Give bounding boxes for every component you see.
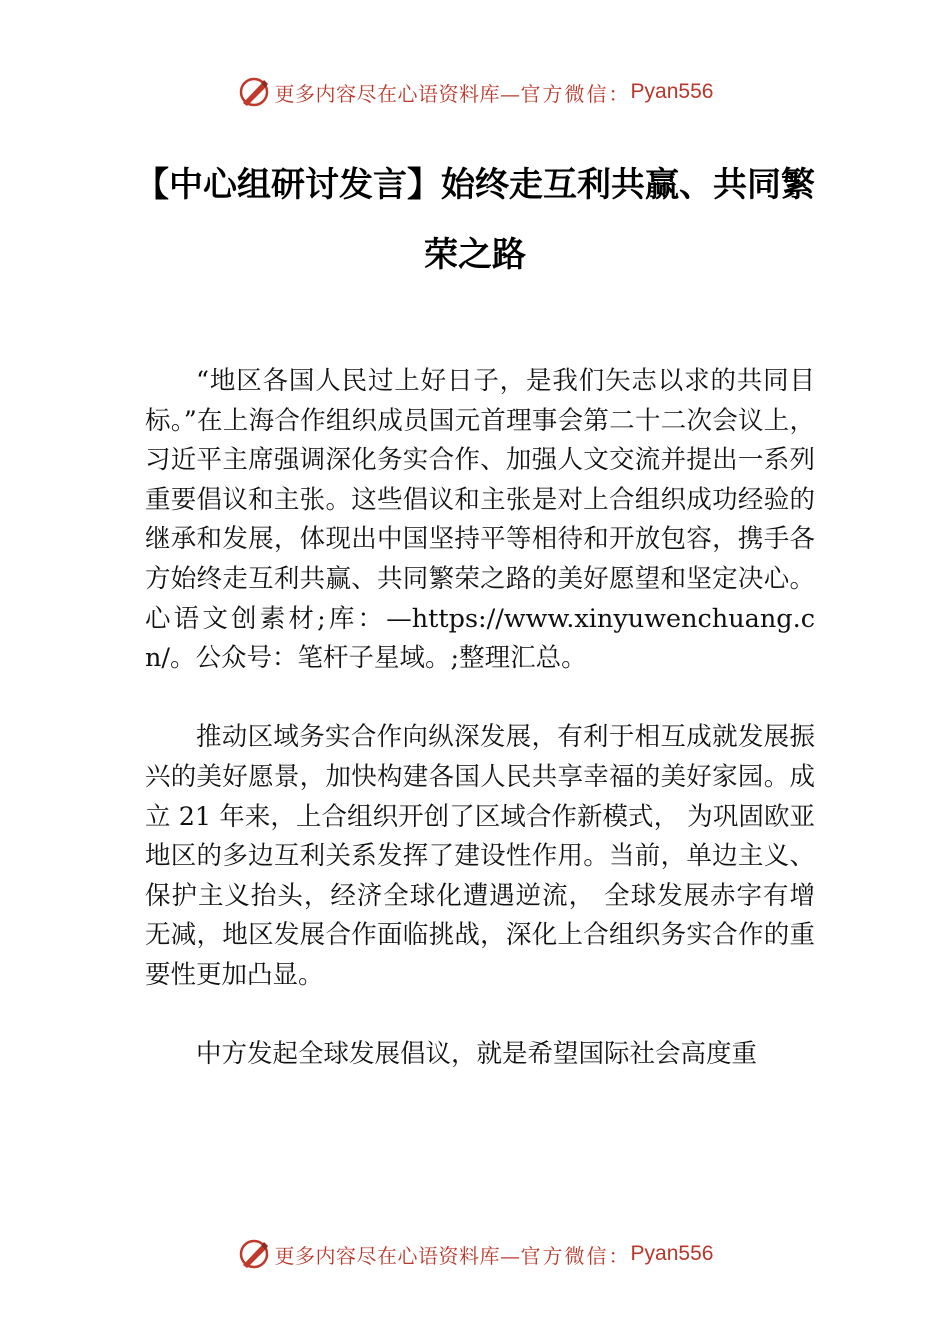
pen-logo-icon xyxy=(237,1237,271,1271)
watermark-wechat-id: Pyan556 xyxy=(630,1242,714,1265)
paragraph-3: 中方发起全球发展倡议，就是希望国际社会高度重 xyxy=(196,1039,758,1070)
paragraph-2: 推动区域务实合作向纵深发展，有利于相互成就发展振兴的美好愿景，加快构建各国人民共享幸福的美好家园。成立 21 年来，上合组织开创了区域合作新模式， 为巩固欧亚地区的多边互利关系发挥了建设性作用。当前，单边主义、保护主义抬头，经济全球化遭遇逆流， 全球发展赤字有增无减，地区发展合作面临挑战，深化上合组织务实合作的重要性更加凸显。 xyxy=(145,722,815,990)
article-body xyxy=(145,362,815,1075)
paragraph-1: “地区各国人民过上好日子，是我们矢志以求的共同目标。”在上海合作组织成员国元首理事会第二十二次会议上，习近平主席强调深化务实合作、加强人文交流并提出一系列重要倡议和主张。这些倡议和主张是对上合组织成功经验的继承和发展，体现出中国坚持平等相待和开放包容，携手各方始终走互利共赢、共同繁荣之路的美好愿望和坚定决心。心语文创素材;库：—https://www.xinyuwenchuang.cn/。公众号：笔杆子星域。;整理汇总。 xyxy=(145,366,815,674)
watermark-text: 更多内容尽在心语资料库— xyxy=(274,1243,521,1268)
footer-watermark xyxy=(0,1232,950,1276)
watermark-text: 更多内容尽在心语资料库— xyxy=(274,81,521,106)
header-watermark xyxy=(0,70,950,114)
paragraph-gap xyxy=(145,996,815,1036)
watermark-wechat-label: 官方微信： xyxy=(520,81,631,106)
pen-logo-icon xyxy=(237,75,271,109)
page-title: 【中心组研讨发言】始终走互利共赢、共同繁荣之路 xyxy=(135,165,815,275)
watermark-wechat-id: Pyan556 xyxy=(630,80,714,103)
watermark-wechat-label: 官方微信： xyxy=(520,1243,631,1268)
paragraph-gap xyxy=(145,679,815,719)
